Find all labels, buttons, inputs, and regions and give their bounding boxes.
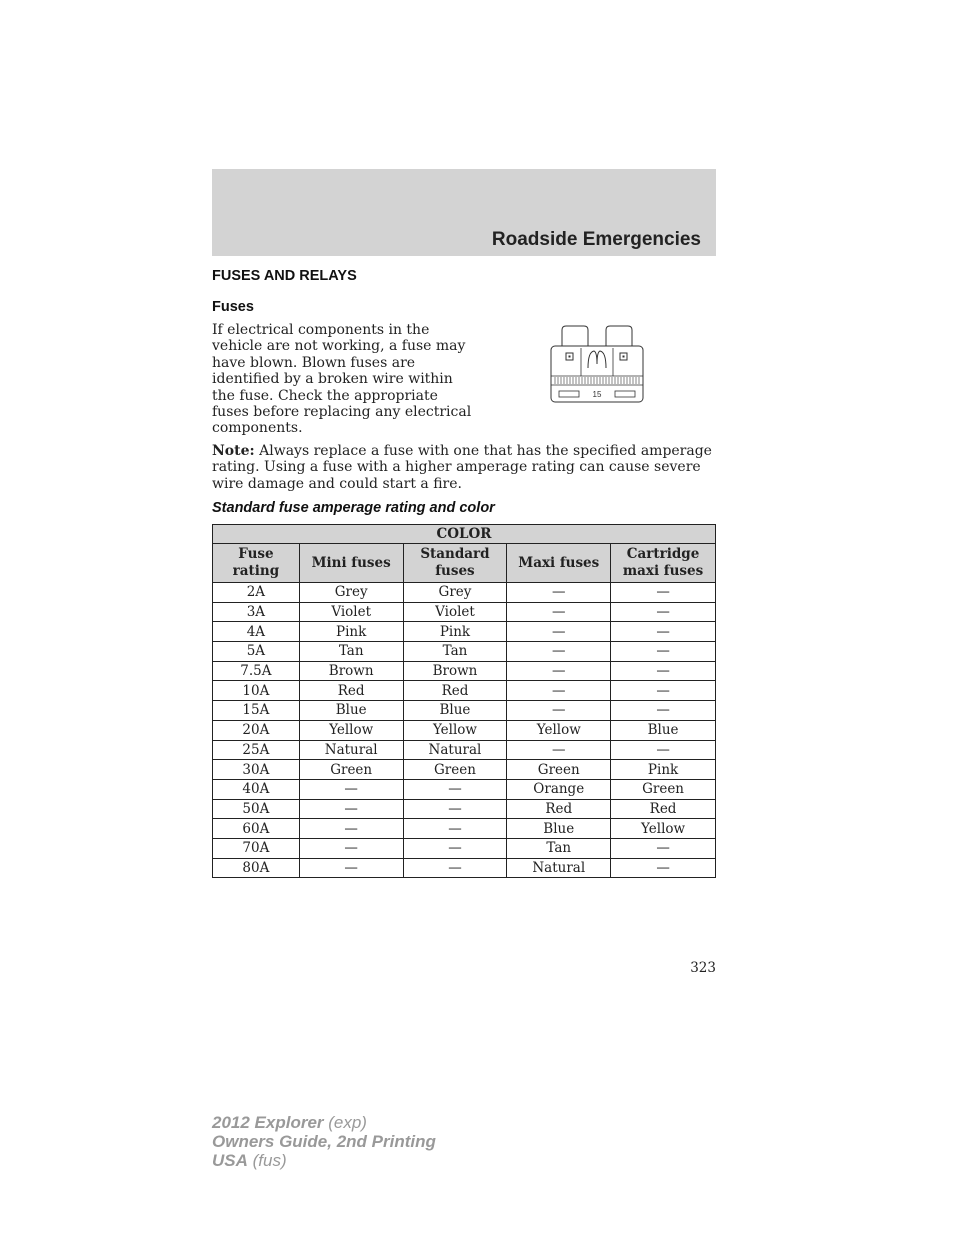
table-cell: Pink bbox=[403, 622, 507, 642]
table-cell: — bbox=[299, 779, 403, 799]
note-text: Always replace a fuse with one that has the specified amperage rating. Using a fuse with a higher amperage rating can cause severe wire damage and could start a fire. bbox=[212, 443, 712, 492]
table-cell: Yellow bbox=[507, 720, 611, 740]
table-cell: — bbox=[507, 740, 611, 760]
table-cell: Grey bbox=[403, 583, 507, 603]
table-cell: Yellow bbox=[611, 819, 716, 839]
column-header-fuse-rating bbox=[213, 544, 300, 583]
intro-line: identified by a broken wire within bbox=[212, 371, 453, 388]
table-cell: 25A bbox=[213, 740, 300, 760]
table-cell: 50A bbox=[213, 799, 300, 819]
table-cell: 80A bbox=[213, 858, 300, 878]
table-row bbox=[213, 602, 716, 622]
table-row bbox=[213, 760, 716, 780]
intro-line: have blown. Blown fuses are bbox=[212, 354, 416, 371]
section-title: FUSES AND RELAYS bbox=[212, 268, 357, 284]
table-cell: — bbox=[507, 661, 611, 681]
column-header-standard-fuses bbox=[403, 544, 507, 583]
footer-line: Owners Guide, 2nd Printing bbox=[212, 1132, 436, 1151]
table-cell: Grey bbox=[299, 583, 403, 603]
footer-market-code: (fus) bbox=[247, 1151, 287, 1170]
table-row bbox=[213, 740, 716, 760]
footer-line bbox=[212, 1113, 436, 1132]
subsection-title: Fuses bbox=[212, 299, 254, 315]
header-line: Cartridge bbox=[626, 546, 700, 562]
table-row bbox=[213, 701, 716, 721]
table-cell: 15A bbox=[213, 701, 300, 721]
table-cell: Red bbox=[611, 799, 716, 819]
footer-market: USA bbox=[212, 1151, 248, 1170]
table-row bbox=[213, 838, 716, 858]
table-cell: — bbox=[507, 602, 611, 622]
table-cell: — bbox=[611, 681, 716, 701]
table-cell: Natural bbox=[299, 740, 403, 760]
document-footer bbox=[212, 1113, 436, 1170]
table-cell: Orange bbox=[507, 779, 611, 799]
table-cell: Pink bbox=[299, 622, 403, 642]
table-cell: Blue bbox=[611, 720, 716, 740]
table-cell: — bbox=[507, 681, 611, 701]
table-cell: Brown bbox=[299, 661, 403, 681]
intro-line: fuses before replacing any electrical bbox=[212, 404, 472, 421]
table-row bbox=[213, 681, 716, 701]
table-cell: 60A bbox=[213, 819, 300, 839]
table-cell: Red bbox=[507, 799, 611, 819]
table-row bbox=[213, 858, 716, 878]
table-cell: — bbox=[611, 838, 716, 858]
table-cell: — bbox=[611, 583, 716, 603]
table-cell: Natural bbox=[507, 858, 611, 878]
table-cell: Brown bbox=[403, 661, 507, 681]
table-cell: 70A bbox=[213, 838, 300, 858]
table-cell: — bbox=[299, 819, 403, 839]
table-cell: Green bbox=[611, 779, 716, 799]
table-cell: 10A bbox=[213, 681, 300, 701]
column-header-mini-fuses: Mini fuses bbox=[299, 544, 403, 583]
table-cell: Violet bbox=[403, 602, 507, 622]
table-cell: — bbox=[299, 799, 403, 819]
header-line: fuses bbox=[435, 563, 475, 579]
table-row bbox=[213, 661, 716, 681]
table-cell: Blue bbox=[403, 701, 507, 721]
table-cell: Natural bbox=[403, 740, 507, 760]
table-cell: Blue bbox=[299, 701, 403, 721]
table-cell: Blue bbox=[507, 819, 611, 839]
table-cell: — bbox=[507, 642, 611, 662]
table-cell: Yellow bbox=[299, 720, 403, 740]
column-header-maxi-fuses: Maxi fuses bbox=[507, 544, 611, 583]
table-cell: 3A bbox=[213, 602, 300, 622]
table-row bbox=[213, 819, 716, 839]
table-row bbox=[213, 720, 716, 740]
table-cell: Tan bbox=[507, 838, 611, 858]
table-group-header: COLOR bbox=[213, 525, 716, 544]
note-paragraph bbox=[212, 443, 716, 492]
table-cell: — bbox=[611, 622, 716, 642]
table-cell: — bbox=[299, 838, 403, 858]
header-line: rating bbox=[232, 563, 280, 579]
footer-model-code: (exp) bbox=[323, 1113, 367, 1132]
intro-line: the fuse. Check the appropriate bbox=[212, 387, 438, 404]
table-column-headers bbox=[213, 544, 716, 583]
fuse-color-table bbox=[212, 524, 716, 878]
fuse-rating-label: 15 bbox=[592, 390, 602, 399]
table-row bbox=[213, 779, 716, 799]
table-row bbox=[213, 799, 716, 819]
table-cell: 4A bbox=[213, 622, 300, 642]
footer-line bbox=[212, 1151, 436, 1170]
page-number: 323 bbox=[690, 960, 716, 976]
table-cell: 40A bbox=[213, 779, 300, 799]
table-cell: Tan bbox=[403, 642, 507, 662]
table-cell: — bbox=[403, 779, 507, 799]
table-cell: Green bbox=[403, 760, 507, 780]
table-row bbox=[213, 622, 716, 642]
table-cell: 5A bbox=[213, 642, 300, 662]
table-cell: — bbox=[403, 858, 507, 878]
table-cell: — bbox=[611, 701, 716, 721]
table-cell: 7.5A bbox=[213, 661, 300, 681]
table-cell: Tan bbox=[299, 642, 403, 662]
table-title: Standard fuse amperage rating and color bbox=[212, 500, 495, 516]
table-cell: Red bbox=[299, 681, 403, 701]
header-line: Standard bbox=[420, 546, 490, 562]
table-cell: Green bbox=[299, 760, 403, 780]
column-header-cartridge-maxi-fuses bbox=[611, 544, 716, 583]
table-cell: 2A bbox=[213, 583, 300, 603]
intro-line: If electrical components in the bbox=[212, 322, 430, 338]
table-row bbox=[213, 583, 716, 603]
table-cell: Pink bbox=[611, 760, 716, 780]
table-cell: — bbox=[403, 799, 507, 819]
table-cell: — bbox=[611, 602, 716, 622]
fuse-illustration bbox=[550, 324, 644, 404]
table-cell: — bbox=[299, 858, 403, 878]
footer-model: 2012 Explorer bbox=[212, 1113, 324, 1132]
table-cell: 30A bbox=[213, 760, 300, 780]
table-cell: Violet bbox=[299, 602, 403, 622]
table-cell: — bbox=[611, 642, 716, 662]
table-cell: — bbox=[507, 701, 611, 721]
intro-line: vehicle are not working, a fuse may bbox=[212, 338, 466, 355]
table-cell: — bbox=[507, 583, 611, 603]
table-cell: 20A bbox=[213, 720, 300, 740]
table-cell: — bbox=[403, 819, 507, 839]
table-row bbox=[213, 642, 716, 662]
intro-paragraph bbox=[212, 322, 477, 437]
table-cell: Green bbox=[507, 760, 611, 780]
table-cell: — bbox=[611, 740, 716, 760]
table-cell: — bbox=[611, 661, 716, 681]
intro-line: components. bbox=[212, 420, 303, 437]
header-line: maxi fuses bbox=[622, 563, 704, 579]
header-line: Fuse bbox=[238, 546, 274, 562]
table-cell: Yellow bbox=[403, 720, 507, 740]
table-cell: — bbox=[611, 858, 716, 878]
note-label: Note: bbox=[212, 443, 255, 459]
table-cell: Red bbox=[403, 681, 507, 701]
table-cell: — bbox=[403, 838, 507, 858]
table-cell: — bbox=[507, 622, 611, 642]
header-band bbox=[212, 169, 716, 256]
page-header-title: Roadside Emergencies bbox=[491, 229, 701, 250]
